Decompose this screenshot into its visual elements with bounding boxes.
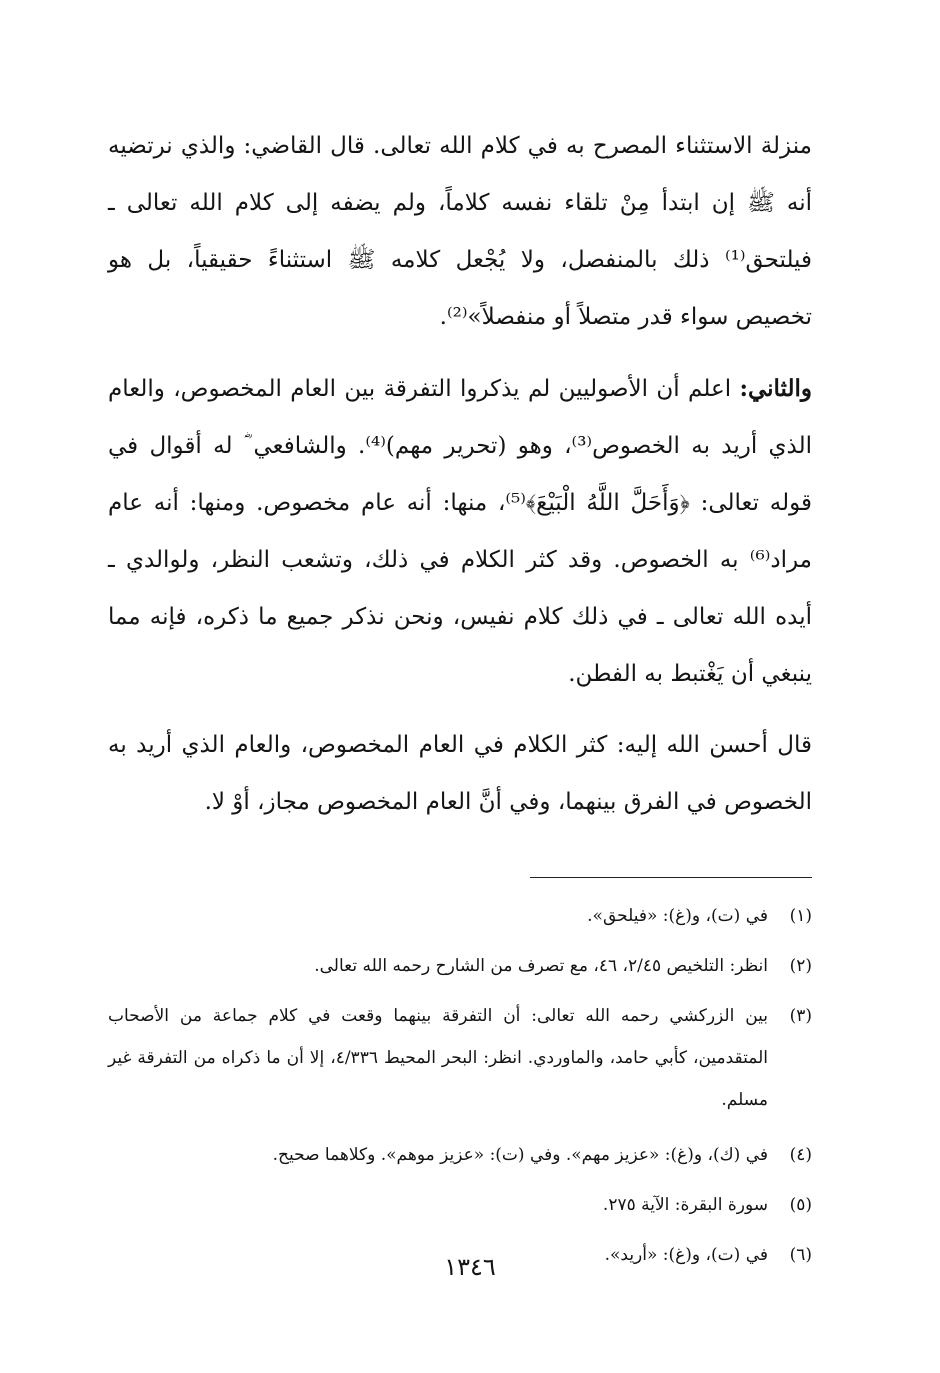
footnote-number: (٤) (789, 1145, 812, 1165)
footnote-text: في (ت)، و(غ): «فيلحق». (587, 906, 768, 926)
footnote-3 (108, 1000, 812, 1121)
footnote-separator (530, 877, 812, 878)
footnote-number: (٥) (789, 1195, 812, 1215)
footnote-text: انظر: التلخيص ٢/٤٥، ٤٦، مع تصرف من الشارح رحمه الله تعالى. (314, 956, 768, 976)
footnote-number: (٦) (789, 1245, 812, 1265)
page-number: ١٣٤٦ (444, 1253, 496, 1281)
page-body (108, 118, 812, 1289)
footnote-text: بين الزركشي رحمه الله تعالى: أن التفرقة بينهما وقعت في كلام جماعة من الأصحاب المتقدمين، كأبي حامد، والماوردي. انظر: البحر المحيط ٤/٣٣٦، إلا أن ما ذكراه من التفرقة غير مسلم. (108, 1006, 768, 1110)
footnote-text: في (ك)، و(غ): «عزيز مهم». وفي (ت): «عزيز موهم». وكلاهما صحيح. (272, 1145, 768, 1165)
paragraph-3: قال أحسن الله إليه: كثر الكلام في العام المخصوص، والعام الذي أريد به الخصوص في الفرق بينهما، وفي أنَّ العام المخصوص مجاز، أوْ لا. (108, 732, 812, 815)
footnote-5 (108, 1189, 812, 1221)
footnote-text: سورة البقرة: الآية ٢٧٥. (602, 1195, 768, 1215)
footnote-number: (١) (789, 906, 812, 926)
footnote-2 (108, 950, 812, 982)
footnote-1 (108, 900, 812, 932)
paragraph-2-lead: والثاني: (739, 375, 812, 402)
paragraph-1: منزلة الاستثناء المصرح به في كلام الله تعالى. قال القاضي: والذي نرتضيه أنه ﷺ إن ابتدأ مِنْ تلقاء نفسه كلاماً، ولم يضفه إلى كلام الله تعالى ـ فيلتحق⁽¹⁾ ذلك بالمنفصل، ولا يُجْعل كلامه ﷺ استثناءً حقيقياً، بل هو تخصيص سواء قدر متصلاً أو منفصلاً»⁽²⁾. (108, 133, 812, 330)
footnote-4 (108, 1139, 812, 1171)
paragraph-2-text: اعلم أن الأصوليين لم يذكروا التفرقة بين العام المخصوص، والعام الذي أريد به الخصوص⁽³⁾، وهو (تحرير مهم)⁽⁴⁾. والشافعي ؓ له أقوال في قوله تعالى: ﴿وَأَحَلَّ اللَّهُ الْبَيْعَ﴾⁽⁵⁾، منها: أنه عام مخصوص. ومنها: أنه عام مراد⁽⁶⁾ به الخصوص. وقد كثر الكلام في ذلك، وتشعب النظر، ولوالدي ـ أيده الله تعالى ـ في ذلك كلام نفيس، ونحن نذكر جميع ما ذكره، فإنه مما ينبغي أن يَغْتبط به الفطن. (108, 376, 812, 687)
footnote-number: (٣) (789, 1006, 812, 1026)
footnote-number: (٢) (789, 956, 812, 976)
paragraph-2 (108, 360, 812, 703)
footnote-text: في (ت)، و(غ): «أريد». (604, 1245, 768, 1265)
